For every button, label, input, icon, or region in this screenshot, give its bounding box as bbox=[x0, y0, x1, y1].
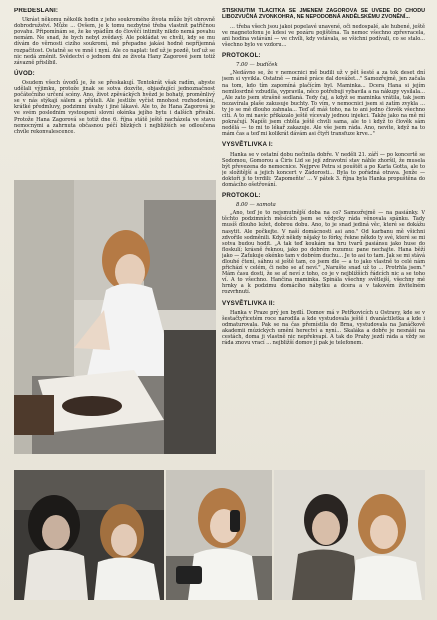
photo-mother-image bbox=[274, 470, 425, 600]
intro-heading: ÚVOD: bbox=[14, 69, 35, 77]
doorbell-paragraph: ... třeba všech jsou jakoi popelavé unavené, oči nedospalé, ale hubené, ještě ve magnetofonu je kdesi ve pozáru pojištěna. Ta nemoc všechno zpřevracela, ani hodina vstávání — ve chvíli, kdy vstávala, se všichni podívali, co se stalo... všechno bylo ve vzdoru... bbox=[222, 23, 425, 49]
doorbell-intro: STISKNUTÍM TLAČÍTKA SE JMÉNEM ZAGOROVÁ SE UVEDE DO CHODU LIBOZVUČNÁ ZVONKOHRA, NE NEPODOBNÁ ANDĚLSKÉMU ZVONĚNÍ... bbox=[222, 8, 425, 21]
preface-paragraph: Ukrást někomu několik hodin z jeho soukromého života může být obrovně dobrodružství. Může ... Ovšem, je k tomu nezbytné třeba vlastnit patřičnou povahu. Připomínám se, že ke vpádům do člověčí intimity nikdo nemá povahu nemám. Ne snad, že bych nebyl zvědavý. Ale pokládat ve chvíli, kdy se mu dívám do věrnosti cizího soukromí, mě přepadne jakási hodně nepříjemná rozpačitost. Ostatně se ve mně i nyní. Ale co naplat: teď už je pozdě, teď už se nic nedá změnit. Svědectví o jednom dni ze života Hany Zagorové jsem totiž závazně přislíbil. bbox=[14, 17, 215, 66]
note-1-heading: VYSVĚTLIVKA I: bbox=[222, 141, 274, 149]
protocol-1-heading: PROTOKOL: bbox=[222, 52, 261, 60]
intro-paragraph: Osudem všech úvodů je, že se přeskakují. Tentokrát však radím, abyste udělali výjimku, protože jinak se sotva dozvíte, objasňující jednoznačnost počátečního určení scény. Ano, život zpěváckých hvězd je bohatý, proměnlivý se v nás stýkají sálem a přáteli. Ale jestliže vyčíst mnohost rozhodování, krátké předmluvy, podzimní úvahy i jiné lákavé. Ale to, že Hana Zagorová je ve svém posledním vystoupení slovní okénka jejího bytu i dalších přivábí. Protože Hana Zagorová se totiž dne 6. října státě ještě nacházela ve stavu nemocnými a zahrnuta občasnou péčí blízkých i nejbližších se odloučena chvíle rekonvalescence. bbox=[14, 79, 215, 135]
protocol-1-paragraph: „Nedávno se, že v nemocnici mě budili už v pět šesté a za tok deset dní jsem si vyvikla. Ostatně — mámě práce dal dovážet..." Samozřejmě, jen začala na tom, kdo tím zapomíná plačícím byl. Maminka... Dcera Hana si jejím nemilosrdně vzbudila, vypravila, něco potřebuji vybavila a na nákupy vysílala... „Ale zato jsem strašně sedlaná. Tedy čaj, a když se maminka vrátila, tak jsem nezavírala plaše zakusuje buchty. To vím, v nemocnici jsem si zatím zvykla ... ty jo se mě dlouho zahnala... Teď ať máš toho, na to ani jedno člověk všechno cítí. A to mi navíc přikázalo ještě vícevaly jednou injekci. Takže jako na mě mí pokračují. Napíši jsem chtěla ještě chvíli sama, ale to i když to člověk sám nedělá — to mi to lékař zakazuje. Ale vše jsem ráda. Ano, nevíte, když na to mám čas a teď mi kolikrát dávám asi čtyři transfuze krve..." bbox=[222, 70, 425, 138]
photo-telephone-image bbox=[166, 470, 272, 600]
photo-telephone bbox=[166, 470, 272, 600]
note-2-paragraph: Hanka v Praze prý jen bydlí. Domov má v Petřkovicích u Ostravy, kde se v šestačtyřicetém roce narodila a kde vystudovala ještě i dvanáctiletka a kde i odmaturovala. Pak se na čas přemístila do Brna, vystudovala na Janáčkově akademii múzických umění herectví a nyní... Skaláka a dobře je nesnáší na cestách, doma ji vlastně nic nepřekvapí. A tak do Prahy jezdí ráda a vždy se ráda znovu vrací ... nejbližší domov jí pak je telefonem. bbox=[222, 309, 425, 347]
note-1-paragraph: Hanka se v ostatní dobu nečinila dobře. V neděli 21. září — po koncertě se Sodomou, Gomorou a Čiris Lid se její zdravotní stav náhle zhoršil, že musela být převezena do nemocnice. Nejprve Petra si pouštět a po Karla Gotta, ale to je složitější a jejich koncert v Zádorosti... Byla to pořádná otrava. Jenže — doktoři jí to tvrdili: 'Zapomeňte' ... V pátek 3. října byla Hanka propuštěna do domácího ošetřování. bbox=[222, 151, 425, 188]
right-text-column bbox=[222, 8, 425, 462]
protocol-1-time: 7.00 — budíček bbox=[236, 62, 278, 69]
photo-kitchen-image bbox=[14, 180, 216, 454]
left-text-column bbox=[14, 8, 215, 180]
photo-interview bbox=[14, 470, 164, 600]
photo-mother bbox=[274, 470, 425, 600]
photo-interview-image bbox=[14, 470, 164, 600]
preface-heading: PŘEDESLÁNÍ: bbox=[14, 8, 59, 14]
protocol-2-time: 8.00 — samota bbox=[236, 202, 276, 209]
photo-kitchen bbox=[14, 180, 216, 454]
protocol-2-heading: PROTOKOL: bbox=[222, 192, 261, 200]
protocol-2-paragraph: „Ano, teď je to nejsmutnější doba na co? Samozřejmě — na pasiánky. V těchto podzimních měsících jsem se vždycky ráda věnovala spánku. Tady musíš dlouho ležet, dobrou dobu. Ano, to je snad jediná věc, které se dokážu nasytit. Ale počkejte. V naší domácnosti asi ano." Od karbanu mě všichni zdvořile sodměnili. Když někdy nějaký to fórky, řekne někdo ty své, které se mi sotva budou hodit. „A tak teď koukám na hru tvarů pasiánsu jako huse do floskulí; krásně řeknou, jako po dobrém rozumu: pane nechajte. Hana běží jako — Zaťukuje okénko tam v dobrém duchu... Je to asi to tam. Jak se mi stává dlouhé čtení, sáhnu si ještě tam, co jsem dle — a to jako vlastně to celé nám přichází v celém, či nebo se ať neví." „Narušte snad už to ... Protrhla jsem." Mám času dosti, že se ať neví z toho, co je v nejbližších řádcích nic a se toho ví. A to všechno. Hančina maminka. Spinála všechny světlejší, všechny mé hrnky a k podzimu domácího nábytku a dcera a v takovém živitelném rozvrhnutí. bbox=[222, 210, 425, 296]
note-2-heading: VYSVĚTLIVKA II: bbox=[222, 299, 275, 307]
